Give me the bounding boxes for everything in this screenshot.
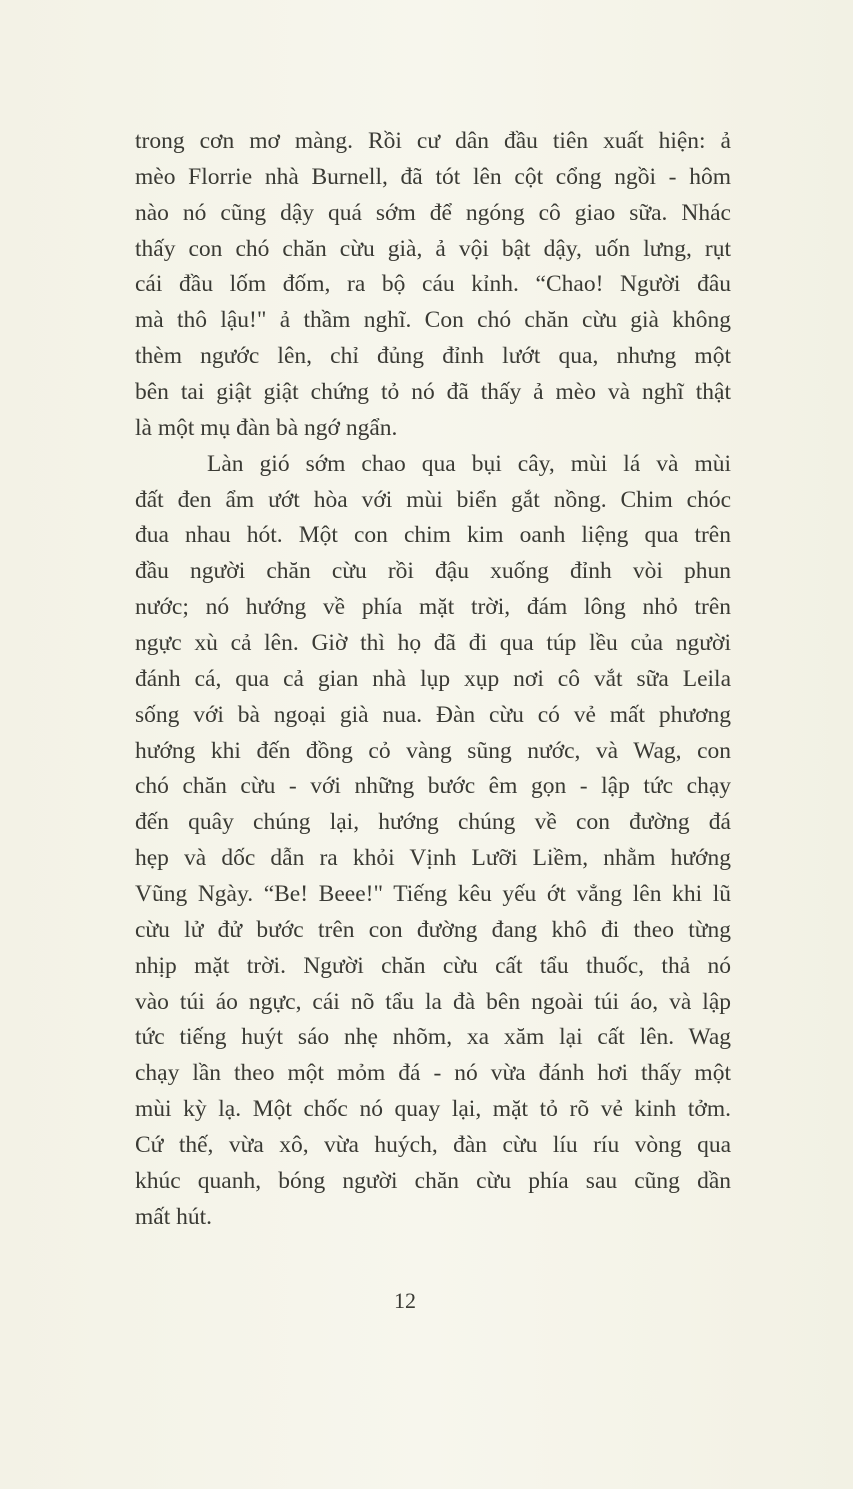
text-line: nước; nó hướng về phía mặt trời, đám lông nhỏ trên xyxy=(135,594,731,621)
text-line: mùi kỳ lạ. Một chốc nó quay lại, mặt tỏ rõ vẻ kinh tởm. xyxy=(135,1096,731,1123)
text-line: vào túi áo ngực, cái nõ tẩu la đà bên ngoài túi áo, và lập xyxy=(135,988,731,1015)
text-line: đánh cá, qua cả gian nhà lụp xụp nơi cô vắt sữa Leila xyxy=(135,665,731,692)
text-line: hướng khi đến đồng cỏ vàng sũng nước, và Wag, con xyxy=(135,737,731,764)
text-line: là một mụ đàn bà ngớ ngẩn. xyxy=(135,414,398,441)
text-line: chạy lần theo một mỏm đá - nó vừa đánh hơi thấy một xyxy=(135,1060,731,1087)
text-line: tức tiếng huýt sáo nhẹ nhõm, xa xăm lại cất lên. Wag xyxy=(135,1024,731,1051)
text-line: đua nhau hót. Một con chim kim oanh liệng qua trên xyxy=(135,522,731,549)
text-line: đầu người chăn cừu rồi đậu xuống đỉnh vòi phun xyxy=(135,558,731,585)
text-line: thèm ngước lên, chỉ đủng đỉnh lướt qua, nhưng một xyxy=(135,343,731,370)
text-line: nào nó cũng dậy quá sớm để ngóng cô giao sữa. Nhác xyxy=(135,199,731,226)
text-line: Cứ thế, vừa xô, vừa huých, đàn cừu líu ríu vòng qua xyxy=(135,1132,731,1159)
text-line: nhịp mặt trời. Người chăn cừu cất tẩu thuốc, thả nó xyxy=(135,952,731,979)
body-text xyxy=(135,124,731,1236)
text-line: Làn gió sớm chao qua bụi cây, mùi lá và mùi xyxy=(207,450,731,477)
text-line: bên tai giật giật chứng tỏ nó đã thấy ả mèo và nghĩ thật xyxy=(135,379,731,406)
text-line: mất hút. xyxy=(135,1203,213,1230)
text-line: mèo Florrie nhà Burnell, đã tót lên cột cổng ngồi - hôm xyxy=(135,163,731,190)
text-line: Vũng Ngày. “Be! Beee!" Tiếng kêu yếu ớt vẳng lên khi lũ xyxy=(135,881,731,908)
text-line: đất đen ẩm ướt hòa với mùi biển gắt nồng. Chim chóc xyxy=(135,486,731,513)
text-line: mà thô lậu!" ả thầm nghĩ. Con chó chăn cừu già không xyxy=(135,307,731,334)
text-line: cừu lử đử bước trên con đường đang khô đi theo từng xyxy=(135,916,731,943)
page-number: 12 xyxy=(394,1288,416,1313)
text-line: thấy con chó chăn cừu già, ả vội bật dậy, uốn lưng, rụt xyxy=(135,235,731,262)
text-line: ngực xù cả lên. Giờ thì họ đã đi qua túp lều của người xyxy=(135,630,731,657)
text-line: khúc quanh, bóng người chăn cừu phía sau cũng dần xyxy=(135,1167,731,1194)
text-line: hẹp và dốc dẫn ra khỏi Vịnh Lưỡi Liềm, nhằm hướng xyxy=(135,845,731,872)
text-line: cái đầu lốm đốm, ra bộ cáu kỉnh. “Chao! Người đâu xyxy=(135,271,731,298)
text-line: chó chăn cừu - với những bước êm gọn - lập tức chạy xyxy=(135,773,731,800)
text-line: đến quây chúng lại, hướng chúng về con đường đá xyxy=(135,809,731,836)
text-line: sống với bà ngoại già nua. Đàn cừu có vẻ mất phương xyxy=(135,701,731,728)
text-line: trong cơn mơ màng. Rồi cư dân đầu tiên xuất hiện: ả xyxy=(135,128,731,154)
